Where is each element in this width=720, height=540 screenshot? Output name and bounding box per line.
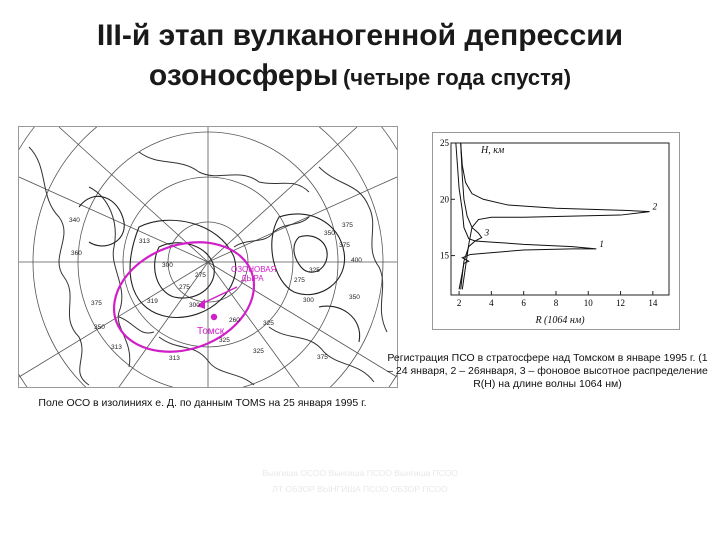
contour-label: 325 [253,348,264,355]
ozone-map-svg [19,127,397,387]
contour-label: 319 [147,298,158,305]
contour-label: 375 [339,242,350,249]
x-tick-label: 2 [456,298,462,308]
chart-caption: Регистрация ПСО в стратосфере над Томском в январе 1995 г. (1 – 24 января, 2 – 26января, 3 – фоновое высотное распределение R(H) на длине волны 1064 нм) [387,352,708,390]
footer-links [210,465,510,497]
contour-label: 400 [351,257,362,264]
contour-label: 275 [294,277,305,284]
contour-label: 325 [263,320,274,327]
contour-label: 325 [219,337,230,344]
series-lines [456,143,650,289]
x-tick-label: 14 [648,298,658,308]
title-line-2-sub: (четыре года спустя) [342,65,572,90]
contour-label: 275 [179,284,190,291]
series-line-3 [461,143,482,289]
contour-label: 340 [69,217,80,224]
tomsk-dot [211,314,217,320]
y-tick-label: 20 [440,194,449,205]
footer-line-1[interactable]: Вынгиша ОСОО Вынгиша ПСОО Вынгиша ПСОО [262,468,458,478]
series-line-2 [461,143,650,289]
contour-label: 260 [229,317,240,324]
x-tick-label: 6 [521,298,526,308]
contour-label: 350 [94,324,105,331]
y-axis-label: H, км [481,145,505,156]
x-tick-label: 8 [553,298,559,308]
lidar-chart [432,132,680,330]
contour-label: 360 [71,250,82,257]
axis-ticks [440,138,658,308]
title-line-2-main: озоносферы [148,59,339,92]
tomsk-label: Томск [197,326,225,337]
contour-label: 350 [324,230,335,237]
x-tick-label: 10 [583,298,593,308]
contour-label: 375 [342,222,353,229]
curve-label-3: 3 [484,227,490,238]
curve-label-2: 2 [652,201,658,212]
title-line-1: III-й этап вулканогенной депрессии [96,19,624,52]
contour-label: 300 [189,302,200,309]
lidar-chart-svg [433,133,679,329]
x-axis-label: R (1064 нм) [535,315,585,326]
contour-label: 375 [91,300,102,307]
x-tick-label: 12 [616,298,626,308]
contour-label: 375 [317,354,328,361]
slide-title [0,16,720,101]
contour-label: 325 [309,267,320,274]
contour-label: 350 [349,294,360,301]
map-caption: Поле ОСО в изолиниях е. Д. по данным TOMS на 25 января 1995 г. [38,397,367,409]
footer-line-2[interactable]: ЛТ ОБЗОР ВЫНГИША ПСОО ОБЗОР ПСОО [272,484,448,494]
map-grid [19,127,397,387]
ozone-hole-label-2: ДЫРА [241,274,264,283]
contour-label: 313 [139,238,150,245]
title-line-2 [0,56,720,101]
curve-label-1: 1 [599,238,604,249]
ozone-hole-label-1: ОЗОНОВАЯ [231,265,277,274]
y-tick-label: 25 [440,138,449,148]
x-tick-label: 4 [489,298,494,308]
contour-label: 300 [303,297,314,304]
contour-label: 313 [169,355,180,362]
contour-label: 313 [111,344,122,351]
y-tick-label: 15 [440,250,449,261]
contour-label: 300 [162,262,173,269]
ozone-map [18,126,398,388]
contour-label: 275 [195,272,206,279]
